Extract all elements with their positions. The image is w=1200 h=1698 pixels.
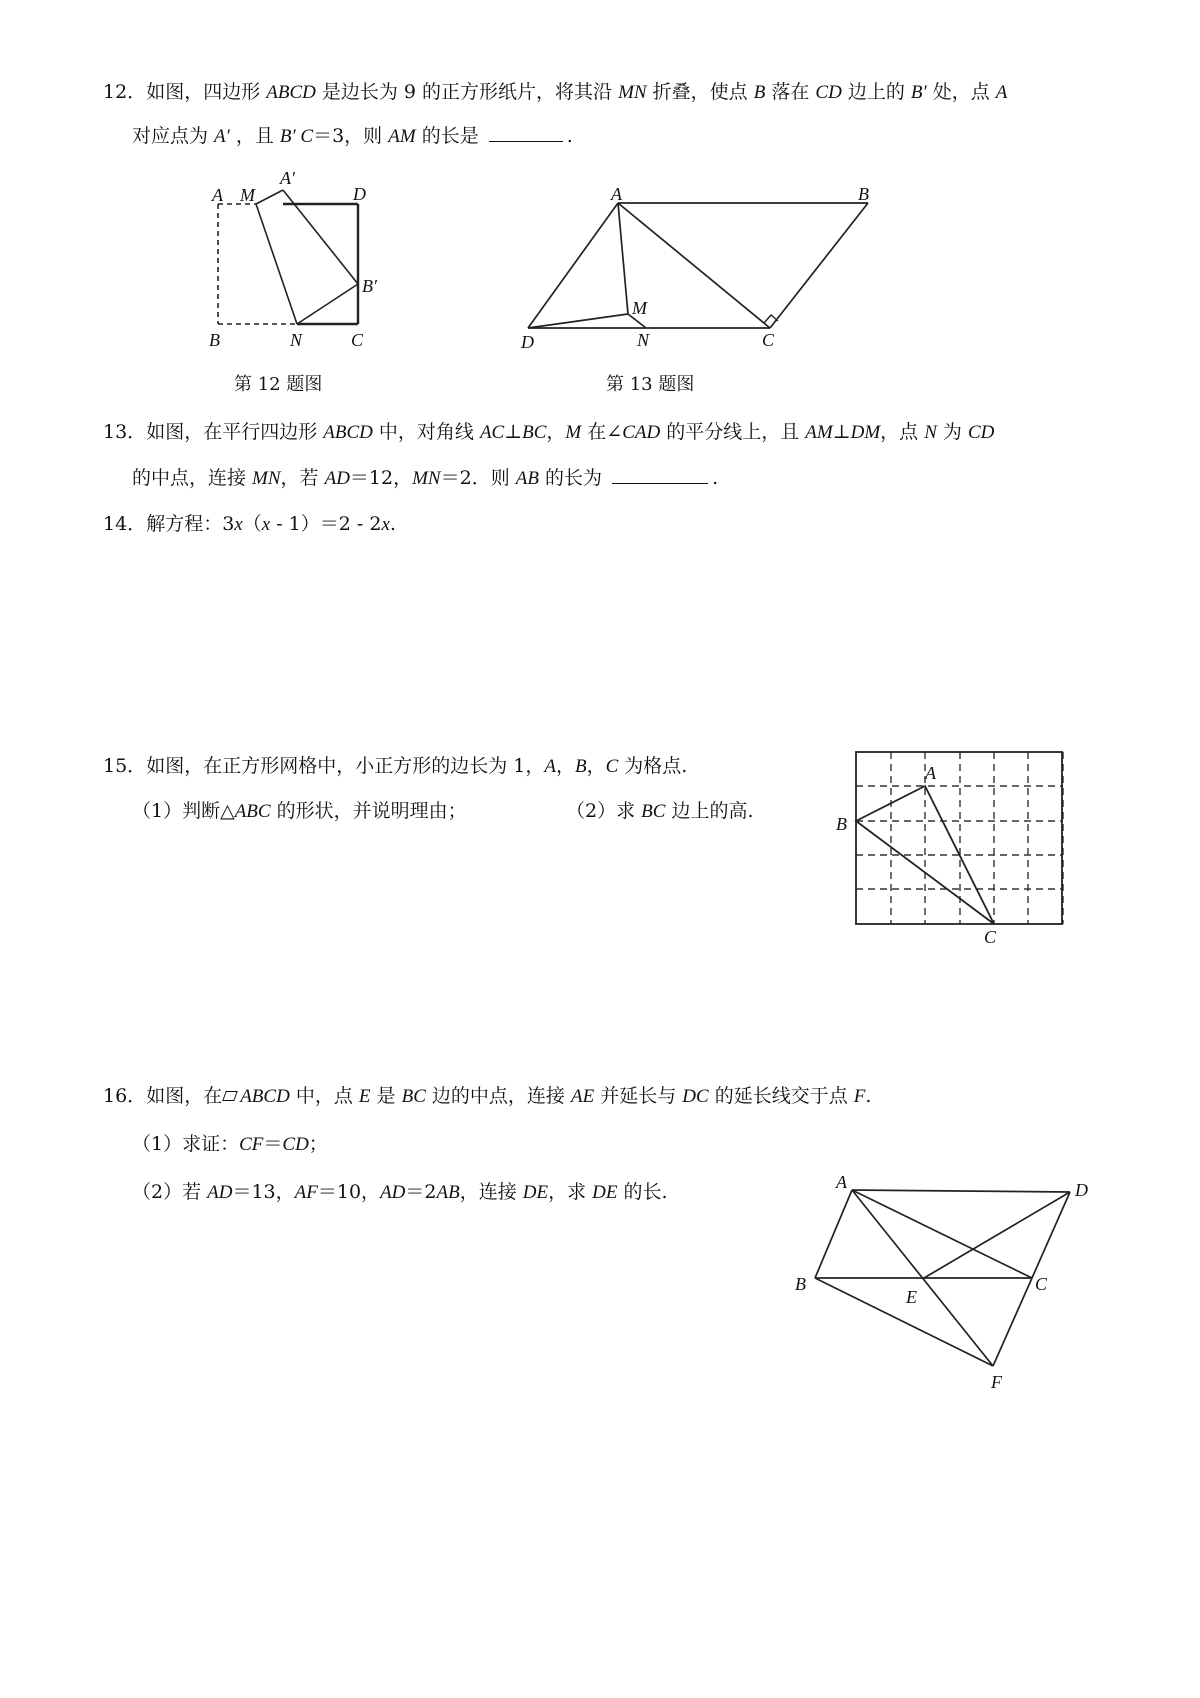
q15-label-b: B [836, 814, 847, 834]
q15-label-c: C [984, 927, 997, 947]
q15-line1: 15．如图，在正方形网格中，小正方形的边长为 1，A，B，C 为格点. [103, 755, 688, 777]
q12-caption: 第 12 题图 [234, 374, 323, 395]
q13-label-c: C [762, 330, 775, 350]
q16-seg-bf [815, 1278, 993, 1366]
q16-number: 16． [103, 1085, 147, 1107]
q13-number: 13． [103, 421, 147, 443]
q16-seg-cf [993, 1278, 1032, 1366]
q12-line1: 12．如图，四边形 ABCD 是边长为 9 的正方形纸片，将其沿 MN 折叠，使点 B 落在 CD 边上的 B′ 处，点 A [103, 81, 1008, 103]
q15-label-a: A [925, 763, 936, 783]
q16-part1: （1）求证：CF＝CD； [132, 1133, 328, 1155]
q15-number: 15． [103, 755, 147, 777]
q12-label-n: N [290, 330, 303, 350]
q13-label-d: D [521, 332, 534, 352]
q13-label-a: A [611, 184, 622, 204]
q13-label-b: B [858, 184, 869, 204]
q15-part2: （2）求 BC 边上的高. [566, 800, 754, 822]
q13-label-n: N [637, 330, 650, 350]
q16-seg-ac [852, 1190, 1032, 1278]
q13-label-m: M [632, 298, 647, 318]
q16-label-e: E [906, 1287, 917, 1307]
q16-part2: （2）若 AD＝13，AF＝10，AD＝2AB，连接 DE，求 DE 的长. [132, 1181, 668, 1203]
q16-side-dc [1032, 1192, 1070, 1278]
q13-line2: 的中点，连接 MN，若 AD＝12，MN＝2．则 AB 的长为 . [132, 467, 719, 489]
q16-label-b: B [795, 1274, 806, 1294]
q12-number: 12． [103, 81, 147, 103]
q13-line1: 13．如图，在平行四边形 ABCD 中，对角线 AC⊥BC，M 在∠CAD 的平分线上，且 AM⊥DM，点 N 为 CD [103, 421, 995, 443]
q12-line2: 对应点为 A′ ，且 B′ C＝3，则 AM 的长是 . [132, 125, 573, 147]
q14-line: 14．解方程：3x（x - 1）＝2 - 2x. [103, 513, 396, 535]
q16-side-ad [852, 1190, 1070, 1192]
q12-label-ap: A′ [280, 168, 295, 188]
q12-label-a: A [212, 185, 223, 205]
q12-label-c: C [351, 330, 364, 350]
q12-label-b: B [209, 330, 220, 350]
q12-label-d: D [353, 184, 366, 204]
q12-label-m: M [240, 185, 255, 205]
q14-number: 14． [103, 513, 147, 535]
q15-part1: （1）判断△ABC 的形状，并说明理由； [132, 800, 467, 822]
q12-label-bp: B′ [362, 276, 377, 296]
q16-line1: 16．如图，在 ABCD 中，点 E 是 BC 边的中点，连接 AE 并延长与 DC 的延长线交于点 F. [103, 1085, 872, 1107]
q16-label-d: D [1075, 1180, 1088, 1200]
q16-label-c: C [1035, 1274, 1048, 1294]
q13-caption: 第 13 题图 [606, 374, 695, 395]
q16-side-ab [815, 1190, 852, 1278]
q16-label-f: F [991, 1372, 1002, 1392]
q16-label-a: A [836, 1172, 847, 1192]
